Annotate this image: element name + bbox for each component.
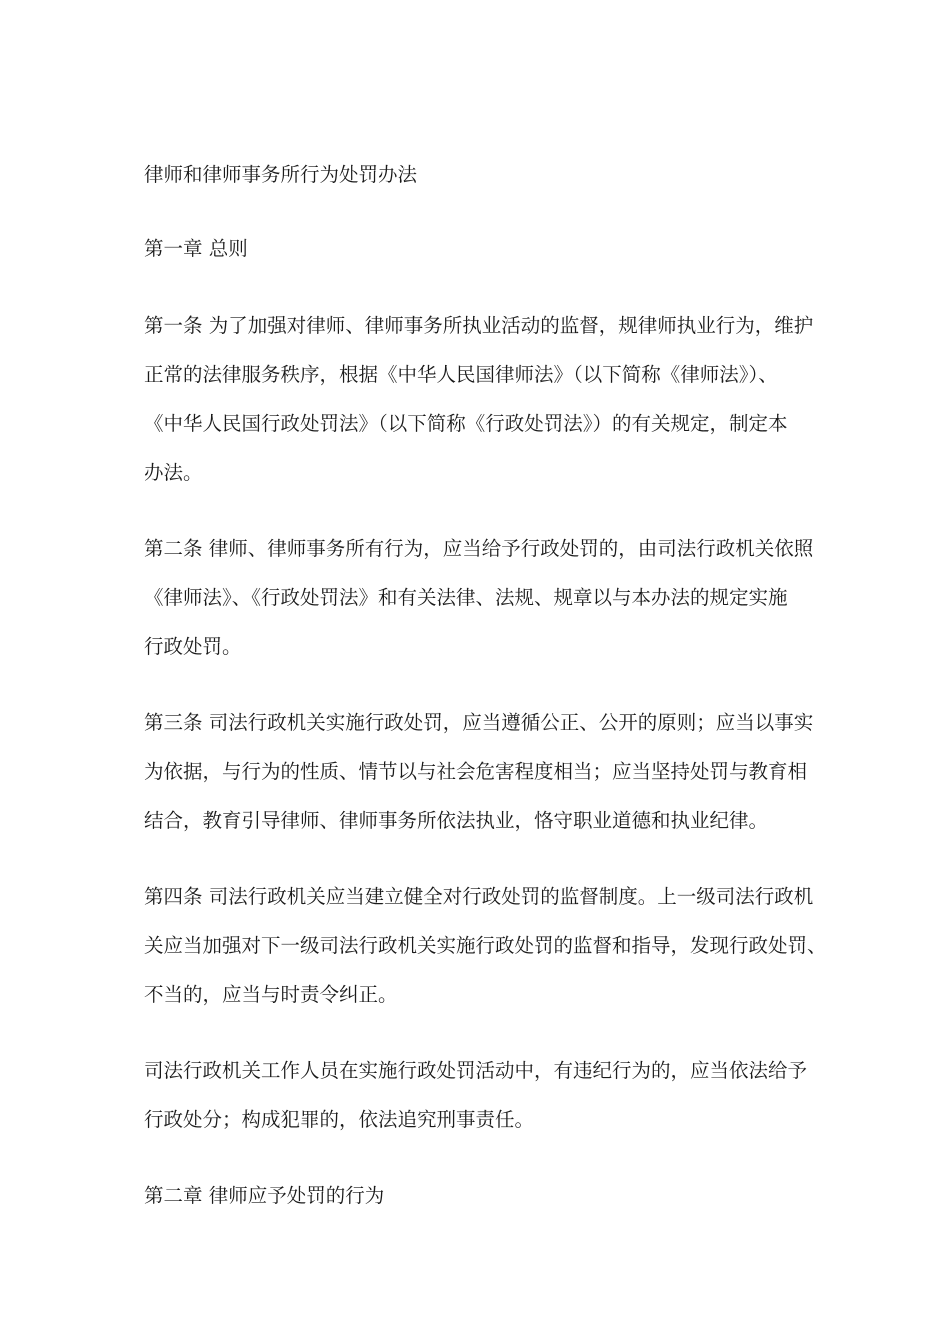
article-1-line-4: 办法。 <box>144 461 203 484</box>
document-title: 律师和律师事务所行为处罚办法 <box>144 163 418 186</box>
article-4-line-1: 第四条 司法行政机关应当建立健全对行政处罚的监督制度。上一级司法行政机 <box>144 885 814 908</box>
article-4-para-2-line-2: 行政处分；构成犯罪的，依法追究刑事责任。 <box>144 1108 535 1131</box>
article-4-para-2-line-1: 司法行政机关工作人员在实施行政处罚活动中，有违纪行为的，应当依法给予 <box>144 1059 808 1082</box>
article-4-line-2: 关应当加强对下一级司法行政机关实施行政处罚的监督和指导，发现行政处罚、 <box>144 934 827 957</box>
article-2-line-1: 第二条 律师、律师事务所有行为，应当给予行政处罚的，由司法行政机关依照 <box>144 537 814 560</box>
chapter-2-heading: 第二章 律师应予处罚的行为 <box>144 1184 385 1207</box>
chapter-1-heading: 第一章 总则 <box>144 237 248 260</box>
article-2-line-3: 行政处罚。 <box>144 635 242 658</box>
article-4-line-3: 不当的，应当与时责令纠正。 <box>144 983 398 1006</box>
article-3-line-3: 结合，教育引导律师、律师事务所依法执业，恪守职业道德和执业纪律。 <box>144 809 769 832</box>
article-1-line-1: 第一条 为了加强对律师、律师事务所执业活动的监督，规律师执业行为，维护 <box>144 314 814 337</box>
article-3-line-2: 为依据，与行为的性质、情节以与社会危害程度相当；应当坚持处罚与教育相 <box>144 760 808 783</box>
article-1-line-3: 《中华人民国行政处罚法》（以下简称《行政处罚法》）的有关规定，制定本 <box>144 412 788 435</box>
article-3-line-1: 第三条 司法行政机关实施行政处罚，应当遵循公正、公开的原则；应当以事实 <box>144 711 814 734</box>
article-2-line-2: 《律师法》、《行政处罚法》和有关法律、法规、规章以与本办法的规定实施 <box>144 586 788 609</box>
article-1-line-2: 正常的法律服务秩序，根据《中华人民国律师法》（以下简称《律师法》）、 <box>144 363 778 386</box>
